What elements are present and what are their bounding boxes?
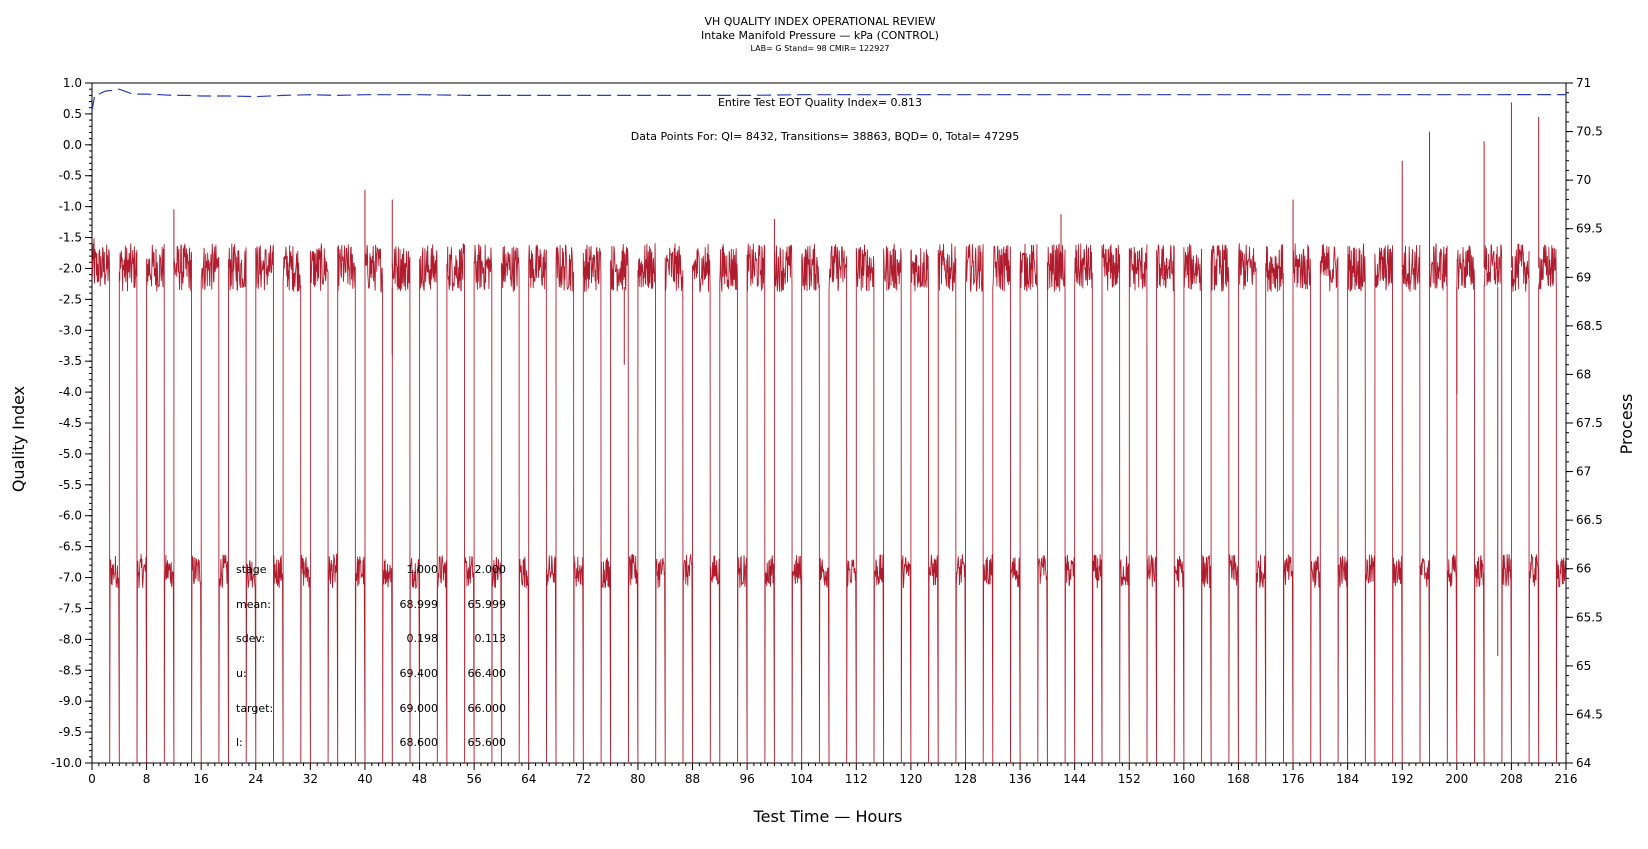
x-tick-label: 168 [1226,772,1250,786]
x-tick-label: 104 [790,772,814,786]
stats-stage1-value: 1.000 [406,563,438,576]
stats-stage1-value: 69.000 [399,702,438,715]
y2-axis-ticks [1566,76,1603,770]
x-tick-label: 128 [954,772,977,786]
y-tick-label: -4.0 [58,385,82,400]
x-tick-label: 88 [684,772,701,786]
x-tick-label: 0 [88,772,96,786]
x-tick-label: 8 [142,772,151,786]
x-tick-label: 184 [1336,772,1360,786]
y-tick-label: -4.5 [58,416,82,430]
x-tick-label: 112 [844,772,868,786]
x-tick-label: 176 [1281,772,1305,786]
data-points-annotation: Data Points For: QI= 8432, Transitions= 38863, BQD= 0, Total= 47295 [630,130,1020,143]
y2-tick-label: 68 [1576,367,1592,382]
y2-tick-label: 69.5 [1576,221,1603,236]
y-tick-label: 0.5 [62,106,82,121]
stats-stage2-value: 66.400 [467,667,506,680]
y-tick-label: -8.0 [58,632,82,647]
y2-tick-label: 66.5 [1576,513,1603,528]
x-tick-label: 72 [575,772,591,786]
y2-tick-label: 67 [1576,464,1592,479]
y2-tick-label: 64.5 [1576,707,1603,722]
stats-stage1-value: 68.600 [399,736,438,749]
x-tick-label: 216 [1554,772,1578,786]
y-tick-label: -0.5 [58,168,82,183]
y-tick-label: -9.0 [58,694,82,709]
x-axis-label: Test Time — Hours [753,807,903,826]
stats-stage2-value: 66.000 [467,702,506,715]
x-tick-label: 40 [357,772,373,786]
x-axis-ticks [88,763,1577,786]
process-line [92,243,1565,763]
x-tick-label: 56 [466,772,482,786]
y-tick-label: -9.5 [58,725,82,740]
y2-tick-label: 65.5 [1576,610,1603,625]
y2-tick-label: 71 [1576,76,1592,90]
y-tick-label: -1.5 [58,230,82,245]
y-tick-label: -10.0 [50,756,82,770]
y2-axis-label: Process [1617,393,1636,455]
stats-stage2-value: 65.999 [467,598,506,611]
x-tick-label: 200 [1445,772,1469,786]
stats-stage1-value: 69.400 [399,667,438,680]
y-tick-label: -2.0 [58,261,82,276]
x-tick-label: 16 [193,772,209,786]
y-axis-label: Quality Index [9,385,28,493]
stats-label: mean: [236,598,271,611]
x-tick-label: 208 [1499,772,1523,786]
stats-table [236,563,506,749]
chart-title: VH QUALITY INDEX OPERATIONAL REVIEW [704,15,936,28]
y2-tick-label: 64 [1576,756,1592,770]
stats-stage1-value: 0.198 [406,632,438,645]
y2-tick-label: 66 [1576,561,1592,576]
y2-tick-label: 70.5 [1576,124,1603,139]
eot-quality-index-annotation: Entire Test EOT Quality Index= 0.813 [717,96,923,109]
x-tick-label: 96 [739,772,755,786]
x-tick-label: 120 [899,772,923,786]
y-tick-label: -7.5 [58,601,82,616]
y-tick-label: -2.5 [58,292,82,307]
chart-subtitle: Intake Manifold Pressure — kPa (CONTROL) [701,29,939,42]
y-tick-label: -1.0 [58,199,82,214]
stats-label: u: [236,667,247,680]
y2-tick-label: 67.5 [1576,416,1603,430]
x-tick-label: 32 [302,772,319,786]
x-tick-label: 136 [1008,772,1032,786]
stats-stage1-value: 68.999 [399,598,438,611]
stats-label: stage [236,563,267,576]
x-tick-label: 160 [1172,772,1196,786]
x-tick-label: 80 [630,772,646,786]
x-tick-label: 144 [1063,772,1087,786]
x-tick-label: 152 [1117,772,1141,786]
y2-tick-label: 69 [1576,270,1592,285]
stats-stage2-value: 0.113 [474,632,506,645]
stats-label: l: [236,736,243,749]
y-tick-label: -5.0 [58,446,82,461]
chart-subtitle-lab: LAB= G Stand= 98 CMIR= 122927 [750,44,890,53]
y-tick-label: -3.5 [58,354,82,369]
x-tick-label: 192 [1390,772,1414,786]
stats-stage2-value: 2.000 [474,563,506,576]
x-tick-label: 48 [411,772,428,786]
y-tick-label: -6.5 [58,539,82,554]
y-tick-label: -3.0 [58,323,82,338]
y-tick-label: -5.5 [58,477,82,492]
y-tick-label: -7.0 [58,570,82,585]
x-tick-label: 24 [248,772,264,786]
y2-tick-label: 65 [1576,658,1592,673]
process-series [92,102,1565,763]
stats-label: sdev: [236,632,266,645]
x-tick-label: 64 [521,772,537,786]
y-tick-label: -8.5 [58,663,82,678]
stats-stage2-value: 65.600 [467,736,506,749]
y-tick-label: 1.0 [62,76,82,90]
y2-tick-label: 70 [1576,173,1592,188]
y-tick-label: -6.0 [58,508,82,523]
y2-tick-label: 68.5 [1576,318,1603,333]
y-axis-ticks [51,76,92,770]
stats-label: target: [236,702,274,715]
y-tick-label: 0.0 [62,137,82,152]
